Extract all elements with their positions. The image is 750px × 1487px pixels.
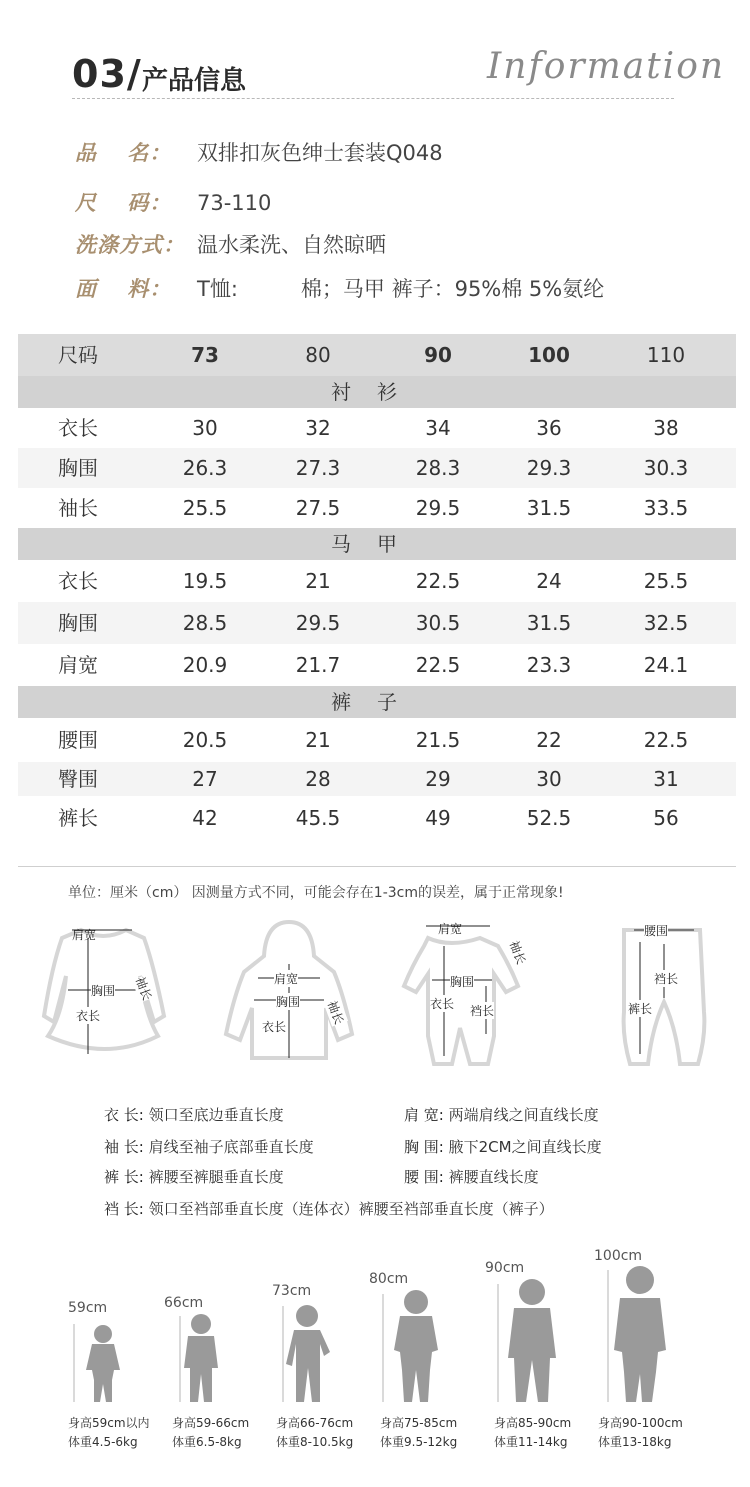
table-cell: 33.5: [643, 496, 689, 520]
table-row: [18, 718, 736, 762]
table-cell: 42: [192, 806, 218, 830]
table-cell: 52.5: [526, 806, 572, 830]
table-bottom-rule: [18, 866, 736, 867]
table-cell: 27.5: [295, 496, 341, 520]
table-cell: 31: [653, 767, 679, 791]
table-row-label: 肩宽: [58, 653, 98, 677]
definition-waist: [404, 1166, 539, 1187]
height-range: 身高66-76cm: [276, 1416, 354, 1430]
info-label: 面 料：: [75, 277, 172, 301]
table-header-cell: 80: [305, 343, 331, 367]
table-cell: 31.5: [526, 496, 572, 520]
romper-outline-icon: [398, 916, 548, 1076]
table-cell: 27.3: [295, 456, 341, 480]
shirt-diagram: [36, 916, 171, 1076]
unit-note: 单位：厘米（cm） 因测量方式不同，可能会存在1-3cm的误差，属于正常现象!: [68, 885, 564, 901]
section-header: [72, 46, 726, 102]
table-row-label: 衣长: [58, 416, 98, 440]
table-cell: 21.5: [415, 728, 461, 752]
height-desc: [380, 1414, 457, 1452]
definition-term: 袖 长:: [104, 1138, 144, 1156]
section-number: 03/: [72, 52, 142, 96]
definition-sleeve: [104, 1136, 314, 1157]
definition-desc: 腋下2CM之间直线长度: [448, 1138, 602, 1156]
info-label: 洗涤方式：: [75, 233, 185, 257]
label-pants: 裤长: [628, 1002, 653, 1016]
label-sleeve: 袖长: [132, 974, 155, 1003]
table-header-row: [18, 334, 736, 376]
romper-diagram: [398, 916, 548, 1076]
height-desc: [172, 1414, 249, 1452]
height-range: 身高59-66cm: [172, 1416, 250, 1430]
height-desc: [276, 1414, 353, 1452]
definition-chest: [404, 1136, 602, 1157]
label-sleeve: 袖长: [324, 998, 347, 1027]
label-crotch: 裆长: [470, 1004, 495, 1018]
height-range: 身高59cm以内: [68, 1416, 150, 1430]
weight-range: 体重11-14kg: [494, 1435, 568, 1449]
table-section-row: 裤子: [18, 686, 736, 718]
table-row: [18, 448, 736, 488]
label-sleeve: 袖长: [506, 938, 529, 967]
vest-outline-icon: [214, 916, 364, 1066]
table-header-cell: 尺码: [58, 343, 98, 367]
definition-pants: [104, 1166, 284, 1187]
weight-range: 体重13-18kg: [598, 1435, 672, 1449]
script-watermark: Information: [487, 46, 726, 87]
definition-shoulder: [404, 1104, 599, 1125]
label-shoulder: 肩宽: [72, 928, 97, 942]
definition-length: [104, 1104, 284, 1125]
table-cell: 29.3: [526, 456, 572, 480]
table-row-label: 胸围: [58, 456, 98, 480]
info-fabric: [75, 274, 604, 304]
info-value: 温水柔洗、自然晾晒: [197, 233, 386, 257]
table-cell: 32.5: [643, 611, 689, 635]
table-header-cell: 73: [191, 343, 219, 367]
table-cell: 30: [536, 767, 562, 791]
table-cell: 22.5: [415, 569, 461, 593]
table-cell: 34: [425, 416, 451, 440]
label-crotch: 裆长: [654, 972, 679, 986]
label-length: 衣长: [76, 1009, 101, 1023]
definition-desc: 肩线至袖子底部垂直长度: [148, 1138, 314, 1156]
child-head-icon: [519, 1279, 545, 1305]
table-row-label: 臀围: [58, 767, 98, 791]
info-value: T恤: 棉；马甲 裤子：95%棉 5%氨纶: [197, 277, 605, 301]
child-head-icon: [191, 1314, 211, 1334]
table-header-cell: 110: [646, 343, 686, 367]
definition-crotch: [104, 1198, 554, 1219]
table-cell: 24.1: [643, 653, 689, 677]
table-row-label: 裤长: [58, 806, 98, 830]
table-section-row: 马甲: [18, 528, 736, 560]
table-cell: 20.5: [182, 728, 228, 752]
definition-term: 胸 围:: [404, 1138, 444, 1156]
table-row: [18, 408, 736, 448]
child-head-icon: [296, 1305, 318, 1327]
table-cell: 27: [192, 767, 218, 791]
label-length: 衣长: [430, 997, 455, 1011]
info-label: 尺 码：: [75, 191, 172, 215]
table-cell: 45.5: [295, 806, 341, 830]
table-cell: 26.3: [182, 456, 228, 480]
definition-term: 腰 围:: [404, 1168, 444, 1186]
table-cell: 30.3: [643, 456, 689, 480]
table-cell: 28.5: [182, 611, 228, 635]
header-divider: [72, 98, 674, 99]
height-caption: 100cm: [594, 1248, 643, 1264]
child-head-icon: [94, 1325, 112, 1343]
table-row: [18, 488, 736, 528]
definition-desc: 两端肩线之间直线长度: [448, 1106, 599, 1124]
info-label: 品 名：: [75, 141, 172, 165]
weight-range: 体重9.5-12kg: [380, 1435, 458, 1449]
table-row: [18, 560, 736, 602]
table-cell: 20.9: [182, 653, 228, 677]
info-size: [75, 188, 271, 218]
definition-desc: 领口至裆部垂直长度（连体衣）裤腰至裆部垂直长度（裤子）: [148, 1200, 554, 1218]
table-cell: 28.3: [415, 456, 461, 480]
height-caption: 90cm: [485, 1260, 525, 1276]
height-desc: [68, 1414, 150, 1452]
section-title: 产品信息: [142, 66, 247, 96]
info-washing: [75, 230, 386, 260]
table-row: [18, 644, 736, 686]
table-row-label: 袖长: [58, 496, 98, 520]
table-header-cell: 90: [424, 343, 452, 367]
info-value: 双排扣灰色绅士套装Q048: [197, 141, 443, 165]
table-row-label: 衣长: [58, 569, 98, 593]
label-chest: 胸围: [91, 984, 116, 998]
weight-range: 体重6.5-8kg: [172, 1435, 242, 1449]
table-cell: 49: [425, 806, 451, 830]
definition-desc: 裤腰至裤腿垂直长度: [148, 1168, 284, 1186]
table-cell: 30: [192, 416, 218, 440]
label-shoulder: 肩宽: [274, 972, 299, 986]
definition-desc: 裤腰直线长度: [448, 1168, 539, 1186]
table-cell: 29: [425, 767, 451, 791]
height-silhouettes: [0, 1240, 750, 1420]
height-range: 身高90-100cm: [598, 1416, 683, 1430]
table-cell: 22.5: [643, 728, 689, 752]
table-cell: 25.5: [643, 569, 689, 593]
definition-desc: 领口至底边垂直长度: [148, 1106, 284, 1124]
table-cell: 22: [536, 728, 562, 752]
height-caption: 80cm: [369, 1271, 409, 1287]
height-caption: 59cm: [68, 1300, 108, 1316]
height-range: 身高85-90cm: [494, 1416, 572, 1430]
child-head-icon: [626, 1266, 654, 1294]
table-cell: 36: [536, 416, 562, 440]
info-value: 73-110: [197, 191, 272, 215]
table-cell: 28: [305, 767, 331, 791]
table-cell: 30.5: [415, 611, 461, 635]
table-cell: 38: [653, 416, 679, 440]
table-cell: 29.5: [415, 496, 461, 520]
definition-term: 肩 宽:: [404, 1106, 444, 1124]
table-cell: 31.5: [526, 611, 572, 635]
label-length: 衣长: [262, 1020, 287, 1034]
weight-range: 体重4.5-6kg: [68, 1435, 138, 1449]
definition-term: 裆 长:: [104, 1200, 144, 1218]
table-row: [18, 796, 736, 840]
label-chest: 胸围: [450, 975, 475, 989]
table-section-row: 衬衫: [18, 376, 736, 408]
definition-term: 衣 长:: [104, 1106, 144, 1124]
height-caption: 73cm: [272, 1283, 312, 1299]
height-range: 身高75-85cm: [380, 1416, 458, 1430]
table-cell: 21.7: [295, 653, 341, 677]
label-shoulder: 肩宽: [438, 922, 463, 936]
table-cell: 21: [305, 569, 331, 593]
label-waist: 腰围: [644, 924, 669, 938]
table-header-cell: 100: [528, 343, 570, 367]
size-table: [18, 334, 736, 840]
table-cell: 19.5: [182, 569, 228, 593]
height-desc: [598, 1414, 683, 1452]
table-cell: 32: [305, 416, 331, 440]
info-name: [75, 138, 443, 168]
weight-range: 体重8-10.5kg: [276, 1435, 354, 1449]
vest-diagram: [214, 916, 364, 1076]
definition-term: 裤 长:: [104, 1168, 144, 1186]
table-cell: 21: [305, 728, 331, 752]
child-head-icon: [404, 1290, 428, 1314]
table-cell: 24: [536, 569, 562, 593]
table-row: [18, 762, 736, 796]
height-desc: [494, 1414, 571, 1452]
height-chart: [0, 1240, 750, 1487]
table-cell: 23.3: [526, 653, 572, 677]
height-caption: 66cm: [164, 1295, 204, 1311]
table-row: [18, 602, 736, 644]
table-cell: 56: [653, 806, 679, 830]
table-cell: 22.5: [415, 653, 461, 677]
pants-diagram: [614, 916, 714, 1076]
pants-outline-icon: [614, 916, 714, 1076]
table-row-label: 腰围: [58, 728, 98, 752]
table-row-label: 胸围: [58, 611, 98, 635]
label-chest: 胸围: [276, 995, 301, 1009]
table-cell: 29.5: [295, 611, 341, 635]
table-cell: 25.5: [182, 496, 228, 520]
